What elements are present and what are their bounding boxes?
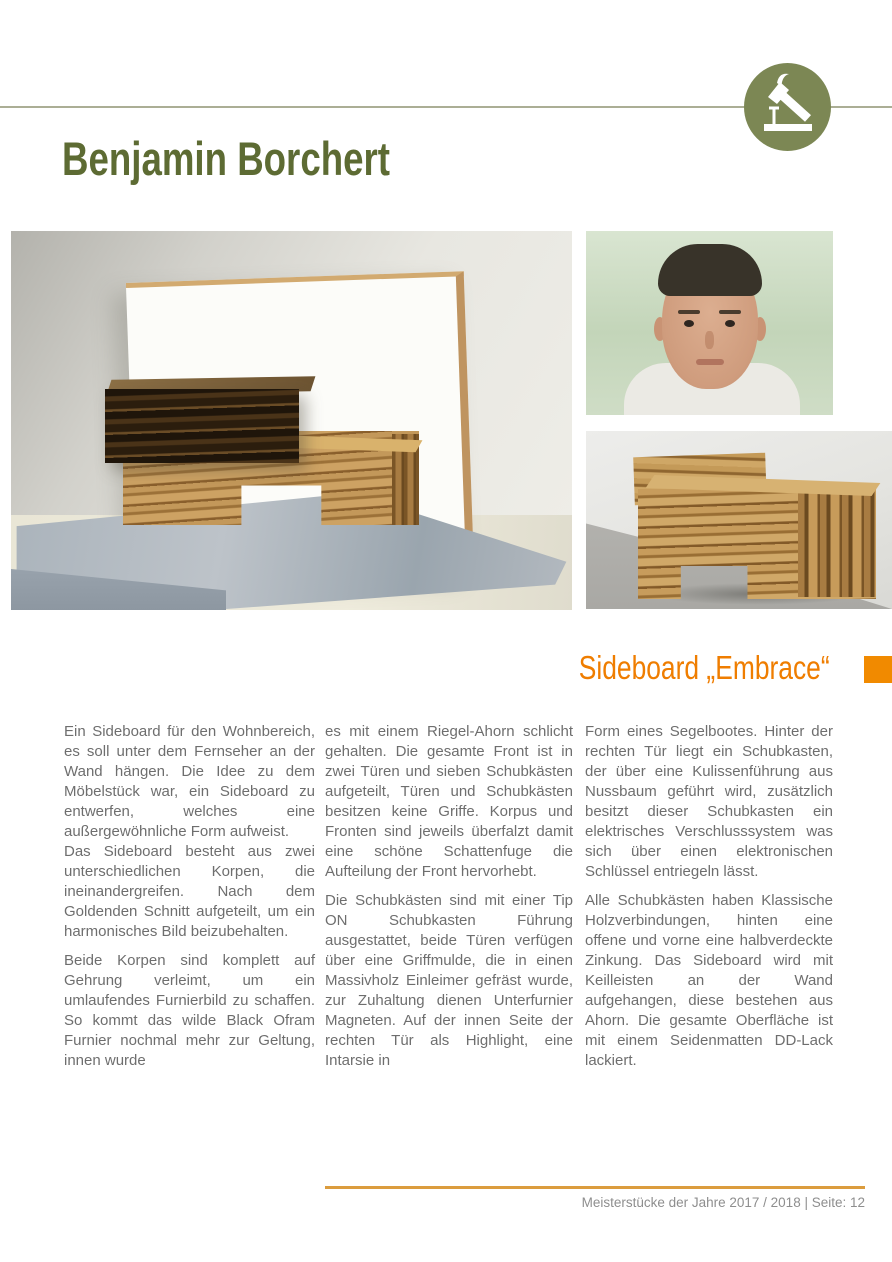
project-subtitle: Sideboard „Embrace“ xyxy=(579,649,830,686)
article-column-1 xyxy=(64,722,315,1071)
page-title: Benjamin Borchert xyxy=(62,132,390,185)
sideboard-dark-corpus xyxy=(105,389,299,463)
article-paragraph: Beide Korpen sind komplett auf Gehrung verleimt, um ein umlaufendes Furnierbild zu schaffen. So kommt das wilde Black Ofram Furnier nochmal mehr zur Geltung, innen wurde xyxy=(64,952,315,1069)
article-paragraph: es mit einem Riegel-Ahorn schlicht gehalten. Die gesamte Front ist in zwei Türen und sieben Schubkästen aufgeteilt, Türen und Schubkästen besitzen keine Griffe. Korpus und Fronten sind jeweils überfalzt damit eine schöne Schattenfuge die Aufteilung der Front hervorhebt. xyxy=(325,723,573,880)
sideboard-model-photo xyxy=(11,231,572,610)
article-column-3 xyxy=(585,722,833,1071)
article-paragraph: Ein Sideboard für den Wohnbereich, es soll unter dem Fernseher an der Wand hängen. Die Idee zu dem Möbelstück war, ein Sideboard zu entwerfen, welches eine außergewöhnliche Form aufweist. xyxy=(64,723,315,840)
portrait-eyebrow xyxy=(719,310,741,314)
carpentry-badge xyxy=(744,63,831,151)
portrait-eye xyxy=(684,320,694,327)
article-paragraph: Form eines Segelbootes. Hinter der rechten Tür liegt ein Schubkasten, der über eine Kulissenführung aus Nussbaum geführt wird, zusätzlich besitzt dieser Schubkasten ein elektrisches Verschlusssystem was sich über einen elektronischen Schlüssel entriegeln lässt. xyxy=(585,723,833,880)
portrait-eyebrow xyxy=(678,310,700,314)
portrait-eye xyxy=(725,320,735,327)
article-paragraph: Alle Schubkästen haben Klassische Holzverbindungen, hinten eine offene und vorne eine halbverdeckte Zinkung. Das Sideboard wird mit Keilleisten an der Wand aufgehangen, diese bestehen aus Ahorn. Die gesamte Oberfläche ist mit einem Seidenmatten DD-Lack lackiert. xyxy=(585,892,833,1069)
article-paragraph: Die Schubkästen sind mit einer Tip ON Schubkasten Führung ausgestattet, beide Türen verfügen über eine Griffmulde, die in einen Massivholz Einleimer gefräst wurde, zur Zuhaltung dienen Unterfurnier Magneten. Auf der innen Seite der rechten Tür als Highlight, eine Intarsie in xyxy=(325,892,573,1069)
footer-pagination: Meisterstücke der Jahre 2017 / 2018 | Seite: 12 xyxy=(581,1195,865,1210)
hammer-nail-icon xyxy=(744,61,831,154)
article-paragraph: Das Sideboard besteht aus zwei unterschiedlichen Korpen, die ineinandergreifen. Nach dem Goldenden Schnitt aufgeteilt, um ein harmonisches Bild beizubehalten. xyxy=(64,843,315,940)
portrait-photo xyxy=(586,231,833,415)
portrait-nose xyxy=(705,331,714,349)
portrait-mouth xyxy=(696,359,724,365)
footer-divider-line xyxy=(325,1186,865,1189)
sideboard-detail-photo xyxy=(586,431,892,609)
accent-square xyxy=(864,656,892,683)
detail-corpus-side-grain xyxy=(798,491,876,597)
portrait-hair xyxy=(658,244,762,296)
article-column-2 xyxy=(325,722,573,1071)
